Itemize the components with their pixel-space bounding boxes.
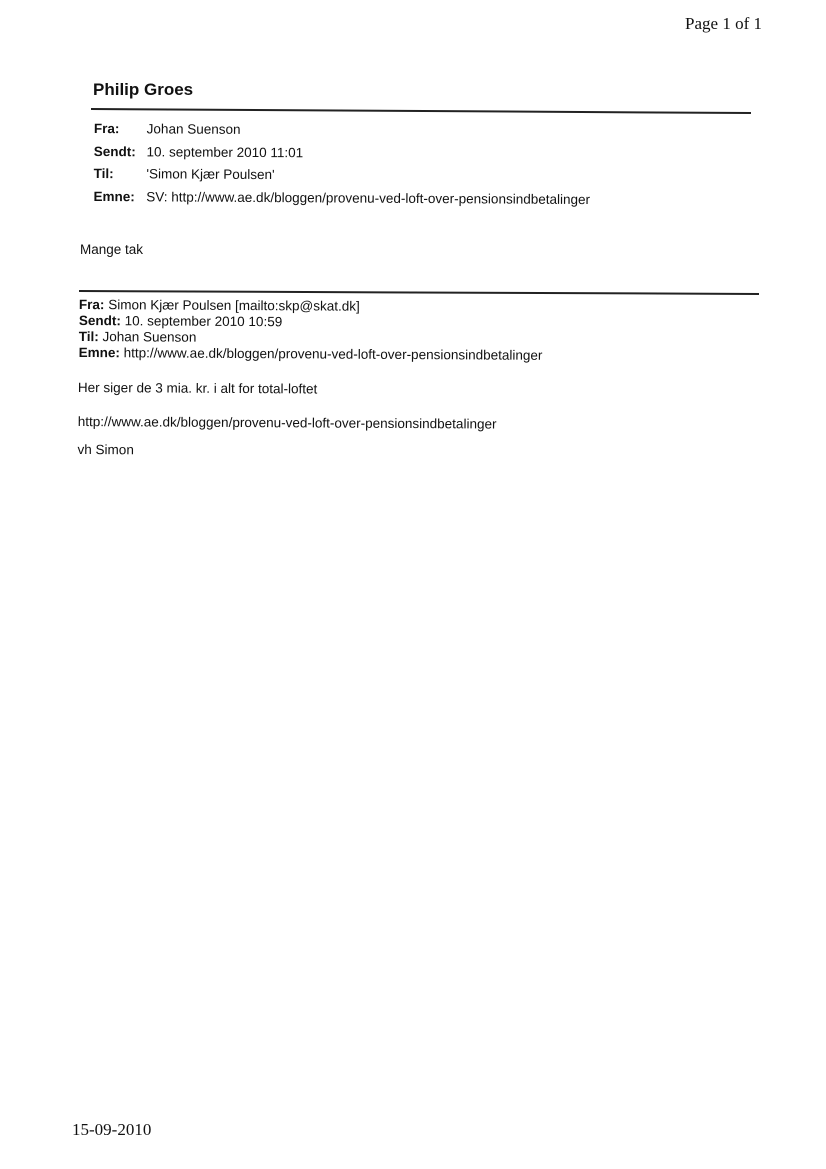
reply-body-text: Mange tak <box>80 242 144 257</box>
reply-subject-value: SV: http://www.ae.dk/bloggen/provenu-ved-loft-over-pensionsindbetalinger <box>146 188 591 207</box>
reply-to-value: 'Simon Kjær Poulsen' <box>146 166 275 183</box>
original-body-link: http://www.ae.dk/bloggen/provenu-ved-loft-over-pensionsindbetalinger <box>77 413 497 432</box>
reply-sent-value: 10. september 2010 11:01 <box>146 143 304 160</box>
mailbox-owner-name: Philip Groes <box>93 80 194 99</box>
original-body-signoff: vh Simon <box>77 441 134 458</box>
reply-subject-row <box>93 185 590 211</box>
original-subject-value: http://www.ae.dk/bloggen/provenu-ved-loft-over-pensionsindbetalinger <box>123 345 543 363</box>
reply-header <box>93 118 590 211</box>
reply-to-label: Til: <box>93 165 114 182</box>
original-from-value: Simon Kjær Poulsen [mailto:skp@skat.dk] <box>108 297 360 314</box>
original-to-value: Johan Suenson <box>102 329 197 345</box>
reply-from-row <box>94 118 591 144</box>
original-sent-value: 10. september 2010 10:59 <box>124 313 283 330</box>
reply-to-row <box>94 163 591 189</box>
original-subject-row <box>79 345 543 364</box>
header-divider <box>91 108 751 114</box>
original-to-label: Til: <box>78 328 99 345</box>
page-number: Page 1 of 1 <box>685 14 762 33</box>
reply-from-label: Fra: <box>93 120 120 137</box>
print-date: 15-09-2010 <box>72 1120 152 1139</box>
reply-sent-row <box>94 140 591 166</box>
quoted-message-divider <box>79 290 759 295</box>
reply-subject-label: Emne: <box>93 188 135 204</box>
reply-sent-label: Sendt: <box>93 143 136 159</box>
reply-from-value: Johan Suenson <box>146 121 241 137</box>
original-header <box>79 297 543 364</box>
original-subject-label: Emne: <box>78 344 120 361</box>
original-body-line: Her siger de 3 mia. kr. i alt for total-loftet <box>77 380 318 397</box>
original-sent-label: Sendt: <box>78 312 121 329</box>
original-from-label: Fra: <box>78 297 105 313</box>
